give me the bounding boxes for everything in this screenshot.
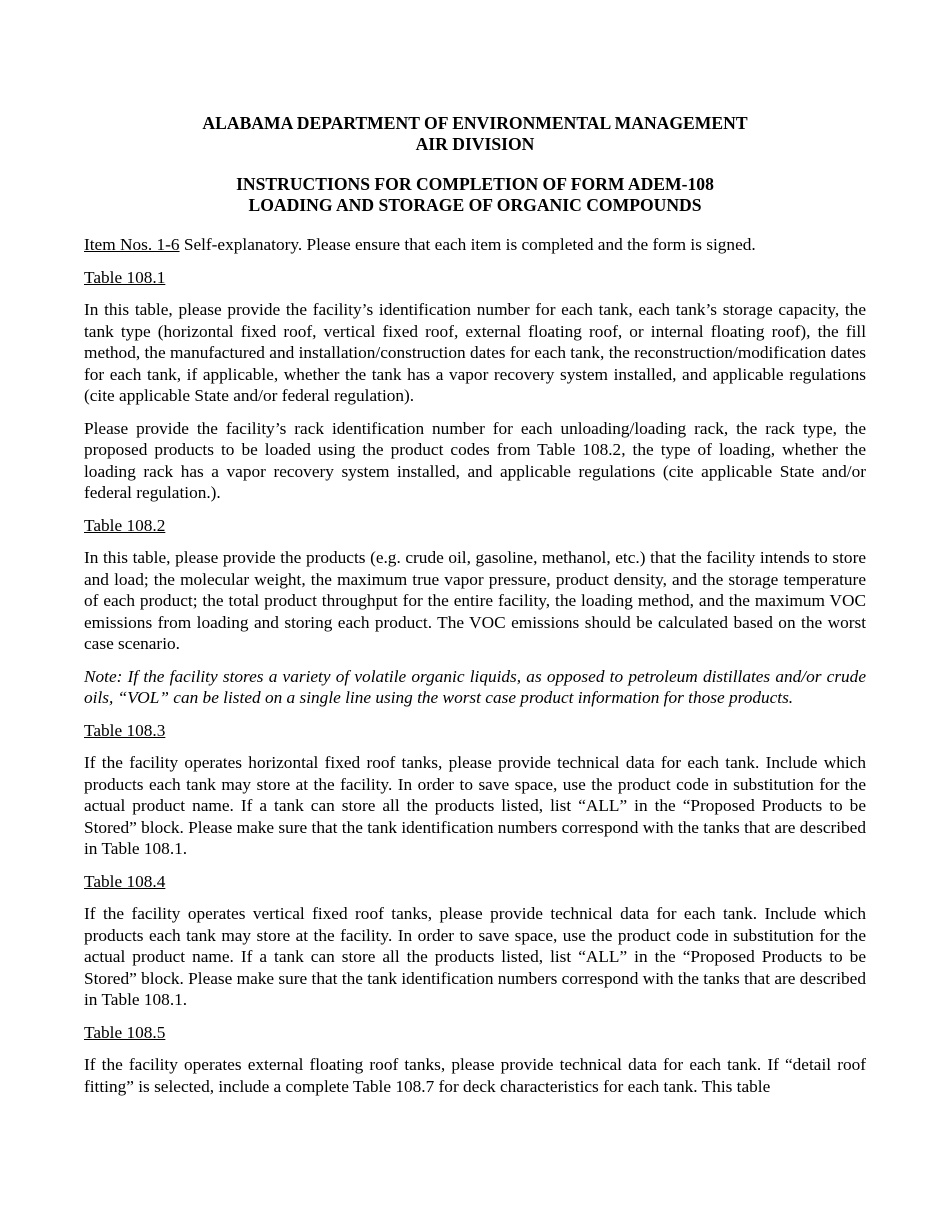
table-108-4-paragraph: If the facility operates vertical fixed roof tanks, please provide technical data for each tank. Include which products each tank may store at the facility. In order to save space, use the product code in substitution for the actual product name. If a tank can store all the products listed, list “ALL” in the “Proposed Products to be Stored” block. Please make sure that the tank identification numbers correspond with the tanks that are described in Table 108.1. [84, 904, 866, 1009]
items-label: Item Nos. 1-6 [84, 235, 180, 254]
table-108-5-paragraph: If the facility operates external floating roof tanks, please provide technical data for each tank. If “detail roof fitting” is selected, include a complete Table 108.7 for deck characteristics for each tank. This table [84, 1055, 866, 1096]
title-line-2: LOADING AND STORAGE OF ORGANIC COMPOUNDS [248, 195, 702, 215]
table-108-2-note: Note: If the facility stores a variety of volatile organic liquids, as opposed to petroleum distillates and/or crude oils, “VOL” can be listed on a single line using the worst case product information for those products. [84, 666, 866, 707]
division-name: AIR DIVISION [415, 134, 535, 154]
document-page [84, 113, 866, 1097]
table-108-1-racks-paragraph: Please provide the facility’s rack identification number for each unloading/loading rack, the rack type, the proposed products to be loaded using the product codes from Table 108.2, the type of loading, whether the loading rack has a vapor recovery system installed, and applicable regulations (cite applicable State and/or federal regulation.). [84, 418, 866, 502]
title-line-1: INSTRUCTIONS FOR COMPLETION OF FORM ADEM-108 [236, 174, 714, 194]
items-instruction [84, 234, 866, 256]
section-heading-108-3: Table 108.3 [84, 720, 166, 740]
section-heading-108-4: Table 108.4 [84, 871, 166, 891]
agency-header [84, 113, 866, 155]
table-108-3-paragraph: If the facility operates horizontal fixed roof tanks, please provide technical data for each tank. Include which products each tank may store at the facility. In order to save space, use the product code in substitution for the actual product name. If a tank can store all the products listed, list “ALL” in the “Proposed Products to be Stored” block. Please make sure that the tank identification numbers correspond with the tanks that are described in Table 108.1. [84, 753, 866, 858]
document-title [84, 174, 866, 216]
table-108-1-tanks-paragraph: In this table, please provide the facility’s identification number for each tank, each tank’s storage capacity, the tank type (horizontal fixed roof, vertical fixed roof, external floating roof, or internal floating roof), the fill method, the manufactured and installation/construction dates for each tank, the reconstruction/modification dates for each tank, if applicable, whether the tank has a vapor recovery system installed, and applicable regulations (cite applicable State and/or federal regulation). [84, 300, 866, 405]
section-heading-108-2: Table 108.2 [84, 515, 166, 535]
items-text: Self-explanatory. Please ensure that each item is completed and the form is signed. [183, 235, 756, 254]
section-heading-108-1: Table 108.1 [84, 267, 166, 287]
agency-name: ALABAMA DEPARTMENT OF ENVIRONMENTAL MANAGEMENT [202, 113, 748, 133]
table-108-2-paragraph: In this table, please provide the products (e.g. crude oil, gasoline, methanol, etc.) that the facility intends to store and load; the molecular weight, the maximum true vapor pressure, product density, and the storage temperature of each product; the total product throughput for the entire facility, the loading method, and the maximum VOC emissions from loading and storing each product. The VOC emissions should be calculated based on the worst case scenario. [84, 548, 866, 653]
section-heading-108-5: Table 108.5 [84, 1022, 166, 1042]
